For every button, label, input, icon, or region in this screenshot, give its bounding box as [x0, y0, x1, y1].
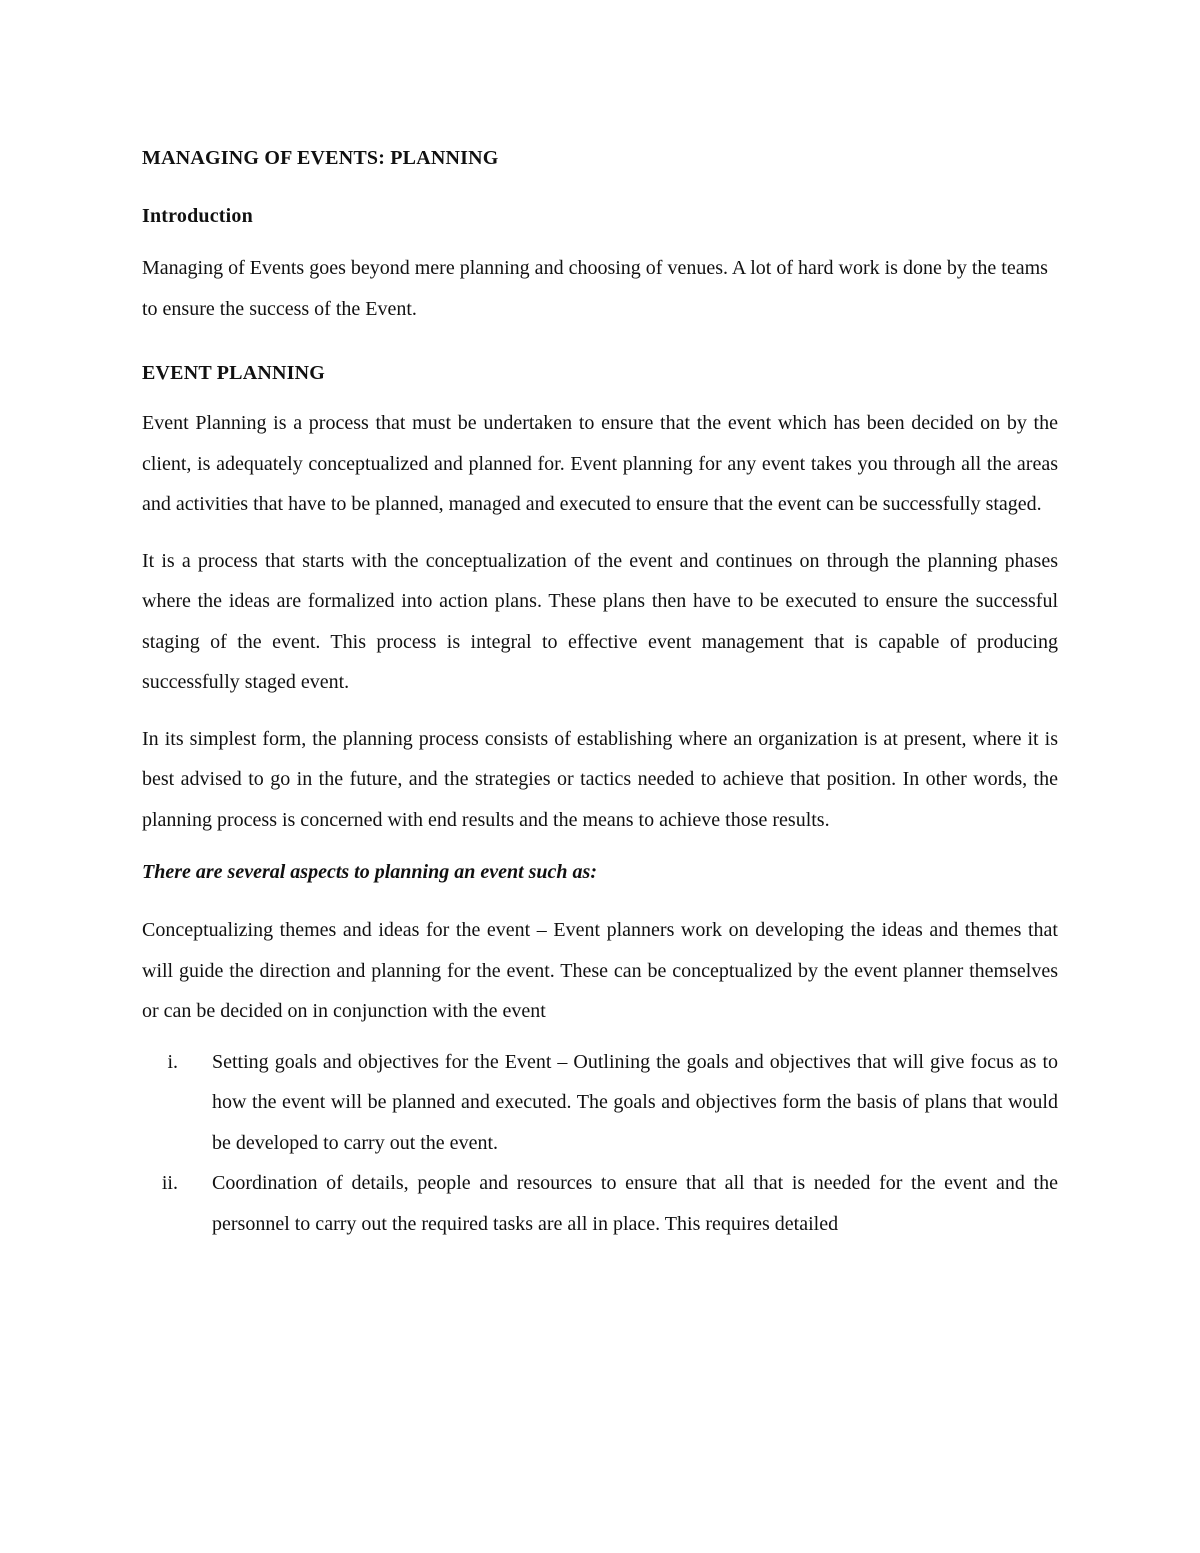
conceptualizing-paragraph: Conceptualizing themes and ideas for the event – Event planners work on developing the ideas and themes that will guide the direction and planning for the event. These can be conceptualized by the event planner themselves or can be decided on in conjunction with the event — [142, 919, 1058, 1022]
body-paragraph: In its simplest form, the planning process consists of establishing where an organization is at present, where it is best advised to go in the future, and the strategies or tactics needed to achieve that position. In other words, the planning process is concerned with end results and the means to achieve those results. — [142, 727, 1058, 831]
list-item — [142, 1163, 1058, 1244]
list-item — [142, 1042, 1058, 1164]
document-page — [142, 130, 1058, 1244]
aspects-heading: There are several aspects to planning an event such as: — [142, 861, 597, 883]
list-item-text: Coordination of details, people and resources to ensure that all that is needed for the event and the personnel to carry out the required tasks are all in place. This requires detailed — [212, 1172, 1058, 1235]
list-item-text: Setting goals and objectives for the Event – Outlining the goals and objectives that will give focus as to how the event will be planned and executed. The goals and objectives form the basis of plans that would be developed to carry out the event. — [212, 1050, 1058, 1154]
list-marker: i. — [167, 1050, 178, 1073]
introduction-heading: Introduction — [142, 205, 253, 227]
body-paragraph: Event Planning is a process that must be undertaken to ensure that the event which has been decided on by the client, is adequately conceptualized and planned for. Event planning for any event takes you through all the areas and activities that have to be planned, managed and executed to ensure that the event can be successfully staged. — [142, 412, 1058, 515]
event-planning-heading: EVENT PLANNING — [142, 362, 326, 384]
document-title: MANAGING OF EVENTS: PLANNING — [142, 147, 499, 169]
list-marker: ii. — [161, 1172, 178, 1194]
introduction-paragraph: Managing of Events goes beyond mere planning and choosing of venues. A lot of hard work is done by the teams to ensure the success of the Event. — [142, 257, 1048, 320]
aspects-list — [142, 1042, 1058, 1245]
body-paragraph: It is a process that starts with the conceptualization of the event and continues on through the planning phases where the ideas are formalized into action plans. These plans then have to be executed to ensure the successful staging of the event. This process is integral to effective event management that is capable of producing successfully staged event. — [142, 549, 1058, 693]
